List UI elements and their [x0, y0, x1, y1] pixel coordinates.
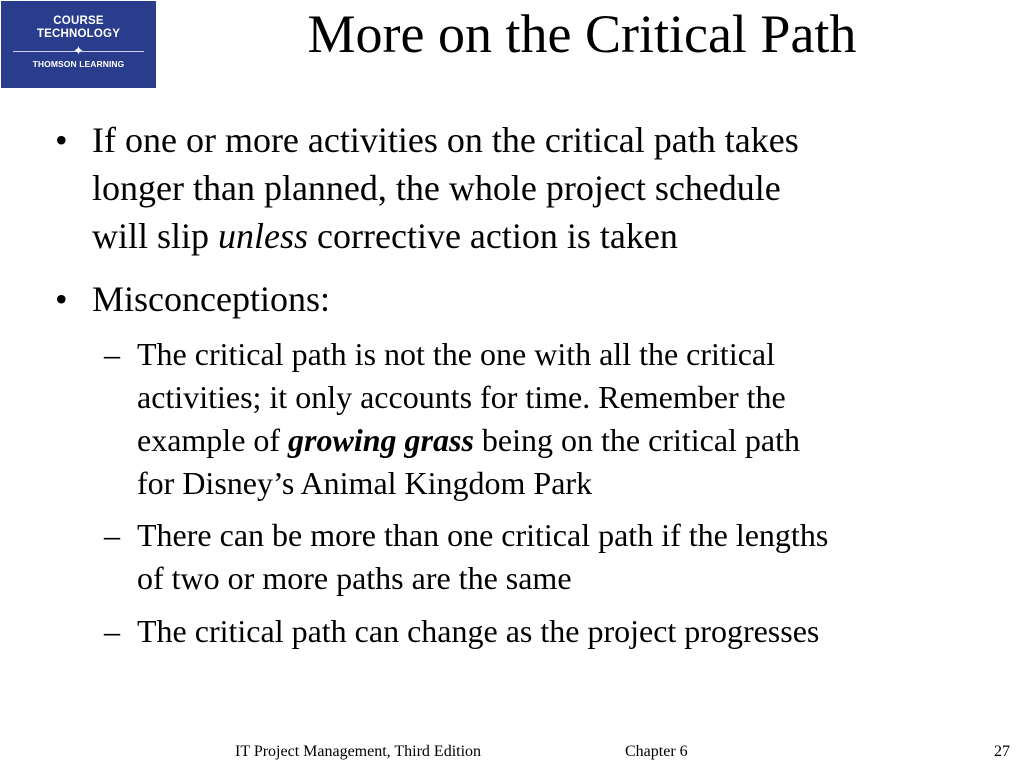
bullet-line — [92, 212, 1007, 260]
subbullet-line — [137, 419, 1007, 462]
subbullet-text — [137, 514, 1007, 600]
dash-mark: – — [104, 336, 120, 372]
subbullet-text — [137, 333, 1007, 505]
text-run: corrective action is taken — [308, 216, 678, 256]
emphasis-unless: unless — [218, 216, 309, 256]
bullet-mark: • — [55, 120, 68, 160]
bullet-mark: • — [55, 279, 68, 319]
footer-page-number: 27 — [994, 743, 1010, 760]
subbullet-text — [137, 610, 1007, 653]
subbullet-line: There can be more than one critical path if the lengths — [137, 517, 829, 553]
text-run: example of — [137, 422, 289, 458]
subbullet-line: activities; it only accounts for time. Remember the — [137, 379, 786, 415]
logo-line-thomson: THOMSON LEARNING — [32, 59, 125, 69]
emphasis-growing-grass: growing grass — [288, 422, 474, 458]
subbullet-line: of two or more paths are the same — [137, 560, 572, 596]
text-run: will slip — [92, 216, 219, 256]
bullet-text: Misconceptions: — [92, 279, 330, 319]
footer-book-title: IT Project Management, Third Edition — [235, 743, 482, 760]
bullet-line: If one or more activities on the critical path takes — [92, 120, 799, 160]
star-icon: ✦ — [73, 43, 84, 58]
logo-line-course: COURSE — [53, 15, 104, 27]
logo-line-technology: TECHNOLOGY — [36, 28, 121, 40]
bullet-line: longer than planned, the whole project schedule — [92, 168, 781, 208]
subbullet-line: for Disney’s Animal Kingdom Park — [137, 465, 593, 501]
slide-title: More on the Critical Path — [307, 4, 857, 64]
dash-mark: – — [104, 517, 120, 553]
footer-chapter: Chapter 6 — [625, 743, 688, 760]
subbullet-line: The critical path is not the one with all the critical — [137, 336, 775, 372]
subbullet-line: The critical path can change as the project progresses — [137, 613, 820, 649]
publisher-logo — [1, 1, 156, 88]
text-run: being on the critical path — [473, 422, 800, 458]
dash-mark: – — [104, 613, 120, 649]
bullet-text — [92, 116, 1007, 260]
